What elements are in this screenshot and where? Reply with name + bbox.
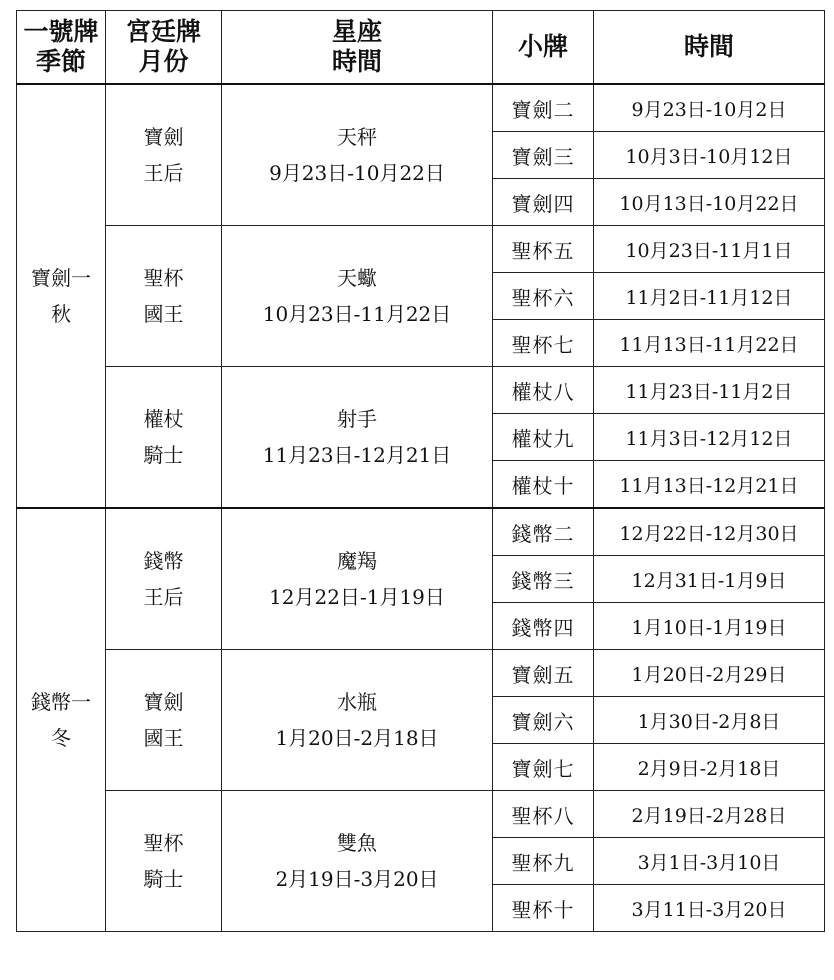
minor-time: 10月23日-11月1日 (594, 226, 825, 273)
season-name: 冬 (51, 726, 71, 750)
minor-card: 聖杯六 (493, 273, 594, 320)
court-rank: 國王 (143, 302, 184, 326)
court-cell (106, 650, 222, 791)
zodiac-range: 2月19日-3月20日 (275, 867, 439, 891)
minor-card: 錢幣二 (493, 508, 594, 556)
court-rank: 王后 (143, 161, 184, 185)
minor-time: 11月13日-11月22日 (594, 320, 825, 367)
zodiac-sign: 射手 (337, 407, 377, 431)
minor-card: 權杖九 (493, 414, 594, 461)
season-cell-autumn (17, 84, 106, 508)
minor-card: 權杖八 (493, 367, 594, 414)
minor-time: 11月3日-12月12日 (594, 414, 825, 461)
minor-time: 3月1日-3月10日 (594, 838, 825, 885)
season-name: 秋 (51, 302, 71, 326)
zodiac-range: 9月23日-10月22日 (269, 161, 445, 185)
header-zodiac-time-label: 時間 (331, 47, 382, 76)
minor-card: 寶劍五 (493, 650, 594, 697)
zodiac-range: 1月20日-2月18日 (275, 726, 439, 750)
table-row (17, 84, 825, 132)
table-row (17, 226, 825, 273)
header-court-label: 宮廷牌 (125, 17, 201, 46)
header-zodiac-time (222, 11, 493, 85)
court-cell (106, 508, 222, 650)
court-suit: 錢幣 (143, 549, 184, 573)
minor-time: 11月2日-11月12日 (594, 273, 825, 320)
court-rank: 國王 (143, 726, 184, 750)
minor-time: 12月22日-12月30日 (594, 508, 825, 556)
table-row (17, 367, 825, 414)
zodiac-cell (222, 367, 493, 509)
minor-card: 錢幣三 (493, 556, 594, 603)
minor-card: 聖杯十 (493, 885, 594, 932)
season-cell-winter (17, 508, 106, 932)
minor-card: 聖杯五 (493, 226, 594, 273)
minor-time: 2月9日-2月18日 (594, 744, 825, 791)
zodiac-sign: 水瓶 (337, 690, 377, 714)
zodiac-cell (222, 650, 493, 791)
court-cell (106, 226, 222, 367)
zodiac-cell (222, 791, 493, 932)
table-row (17, 508, 825, 556)
header-time: 時間 (594, 11, 825, 85)
zodiac-sign: 雙魚 (337, 831, 377, 855)
minor-time: 11月23日-11月2日 (594, 367, 825, 414)
header-ace-label: 一號牌 (23, 17, 99, 46)
zodiac-range: 12月22日-1月19日 (269, 585, 445, 609)
header-zodiac-label: 星座 (331, 17, 382, 46)
minor-card: 聖杯八 (493, 791, 594, 838)
header-season-label: 季節 (35, 47, 86, 76)
court-cell (106, 791, 222, 932)
court-suit: 聖杯 (143, 266, 184, 290)
zodiac-range: 11月23日-12月21日 (262, 443, 452, 467)
minor-time: 11月13日-12月21日 (594, 461, 825, 509)
zodiac-range: 10月23日-11月22日 (262, 302, 452, 326)
minor-card: 寶劍六 (493, 697, 594, 744)
court-suit: 寶劍 (143, 125, 184, 149)
table-row (17, 791, 825, 838)
minor-time: 12月31日-1月9日 (594, 556, 825, 603)
court-cell (106, 367, 222, 509)
header-ace-season (17, 11, 106, 85)
court-cell (106, 84, 222, 226)
minor-time: 1月10日-1月19日 (594, 603, 825, 650)
court-suit: 寶劍 (143, 690, 184, 714)
minor-card: 寶劍三 (493, 132, 594, 179)
court-suit: 聖杯 (143, 831, 184, 855)
zodiac-sign: 天秤 (337, 125, 377, 149)
minor-time: 3月11日-3月20日 (594, 885, 825, 932)
ace-card: 寶劍一 (31, 266, 91, 290)
minor-time: 1月30日-2月8日 (594, 697, 825, 744)
minor-card: 錢幣四 (493, 603, 594, 650)
zodiac-sign: 天蠍 (337, 266, 377, 290)
tarot-calendar-table (16, 10, 825, 932)
zodiac-sign: 魔羯 (337, 549, 377, 573)
minor-card: 聖杯九 (493, 838, 594, 885)
minor-time: 10月13日-10月22日 (594, 179, 825, 226)
minor-card: 權杖十 (493, 461, 594, 509)
header-minor: 小牌 (493, 11, 594, 85)
minor-card: 寶劍七 (493, 744, 594, 791)
minor-card: 寶劍二 (493, 84, 594, 132)
court-suit: 權杖 (143, 407, 184, 431)
court-rank: 騎士 (143, 867, 184, 891)
ace-card: 錢幣一 (31, 690, 91, 714)
minor-time: 10月3日-10月12日 (594, 132, 825, 179)
minor-time: 2月19日-2月28日 (594, 791, 825, 838)
zodiac-cell (222, 84, 493, 226)
minor-card: 聖杯七 (493, 320, 594, 367)
header-row (17, 11, 825, 85)
table-row (17, 650, 825, 697)
minor-time: 1月20日-2月29日 (594, 650, 825, 697)
zodiac-cell (222, 226, 493, 367)
header-month-label: 月份 (138, 47, 189, 76)
minor-card: 寶劍四 (493, 179, 594, 226)
zodiac-cell (222, 508, 493, 650)
court-rank: 王后 (143, 585, 184, 609)
court-rank: 騎士 (143, 443, 184, 467)
minor-time: 9月23日-10月2日 (594, 84, 825, 132)
header-court-month (106, 11, 222, 85)
